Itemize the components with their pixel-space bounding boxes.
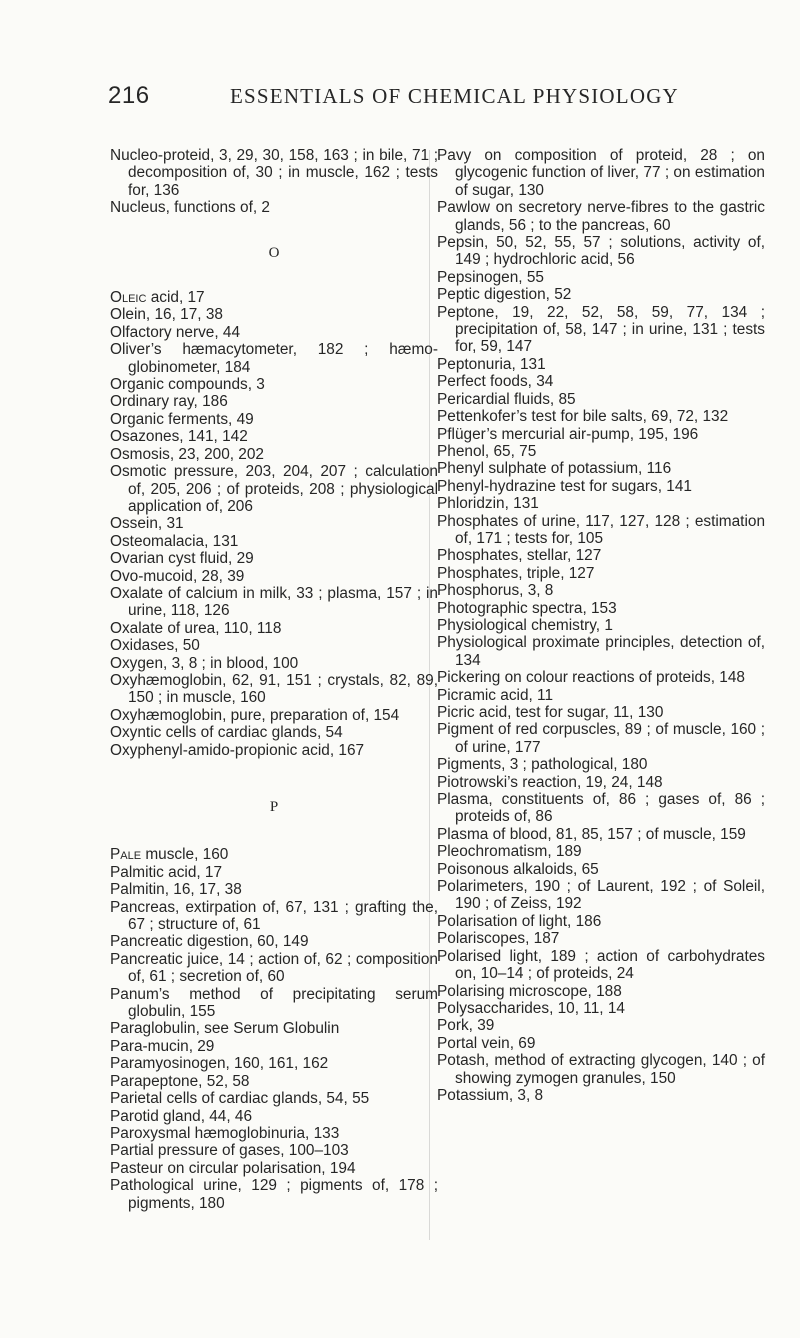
- section-letter-p: P: [269, 799, 279, 815]
- index-entry: Oleic acid, 17: [110, 289, 205, 307]
- index-entry: Phosphates of urine, 117, 127, 128 ; estimation of, 171 ; tests for, 105: [437, 512, 765, 547]
- index-entry: Pettenkofer’s test for bile salts, 69, 72, 132: [437, 408, 729, 426]
- index-entry: Pasteur on circular polarisation, 194: [110, 1159, 356, 1177]
- index-entry: Potassium, 3, 8: [437, 1086, 544, 1104]
- right-column: [437, 147, 765, 1104]
- section-letter-o: O: [268, 244, 280, 261]
- index-entry: Pancreas, extirpation of, 67, 131 ; grafting the, 67 ; structure of, 61: [110, 898, 438, 934]
- index-entry: Pathological urine, 129 ; pigments of, 178 ; pigments, 180: [110, 1177, 438, 1212]
- index-entry: Physiological proximate principles, detection of, 134: [437, 634, 765, 669]
- index-entry: Oxalate of urea, 110, 118: [110, 619, 282, 637]
- index-entry: Ordinary ray, 186: [110, 393, 228, 411]
- index-entry: Ovarian cyst fluid, 29: [110, 550, 254, 568]
- index-entry: Picric acid, test for sugar, 11, 130: [437, 704, 664, 721]
- index-entry: Paramyosinogen, 160, 161, 162: [110, 1055, 329, 1073]
- index-entry: Polarising microscope, 188: [437, 982, 622, 1000]
- index-entry: Ovo-mucoid, 28, 39: [110, 567, 245, 585]
- index-entry: Perfect foods, 34: [437, 373, 554, 391]
- left-column: [110, 147, 438, 1212]
- index-entry: Organic compounds, 3: [110, 376, 265, 394]
- index-entry: Portal vein, 69: [437, 1034, 536, 1052]
- page-number: 216: [108, 82, 150, 109]
- index-entry: Phenyl sulphate of potassium, 116: [437, 460, 672, 478]
- index-entry: Palmitic acid, 17: [110, 863, 223, 881]
- index-entry: Phosphates, stellar, 127: [437, 547, 602, 565]
- index-entry: Nucleo-proteid, 3, 29, 30, 158, 163 ; in bile, 71 ; decomposition of, 30 ; in muscle, 162 ; tests for, 136: [110, 147, 438, 199]
- index-entry: Osteomalacia, 131: [110, 532, 239, 550]
- index-entry: Pork, 39: [437, 1017, 495, 1035]
- index-entry: Phenyl-hydrazine test for sugars, 141: [437, 477, 692, 495]
- index-entry: Parotid gland, 44, 46: [110, 1107, 253, 1125]
- index-entry: Pancreatic digestion, 60, 149: [110, 933, 309, 951]
- index-entry: Polarimeters, 190 ; of Laurent, 192 ; of Soleil, 190 ; of Zeiss, 192: [437, 878, 765, 913]
- index-entry: Oxidases, 50: [110, 637, 200, 655]
- index-entry: Pawlow on secretory nerve-fibres to the gastric glands, 56 ; to the pancreas, 60: [437, 199, 765, 234]
- index-entry: Pigment of red corpuscles, 89 ; of muscle, 160 ; of urine, 177: [437, 721, 765, 756]
- index-entry: Osmotic pressure, 203, 204, 207 ; calculation of, 205, 206 ; of proteids, 208 ; physiological application of, 206: [110, 463, 438, 515]
- index-entry: Palmitin, 16, 17, 38: [110, 881, 242, 899]
- index-entry: Polariscopes, 187: [437, 930, 560, 948]
- index-entry: Pancreatic juice, 14 ; action of, 62 ; composition of, 61 ; secretion of, 60: [110, 950, 438, 986]
- index-entry: Peptonuria, 131: [437, 355, 546, 373]
- index-entry: Pigments, 3 ; pathological, 180: [437, 756, 648, 774]
- index-entry: Pickering on colour reactions of proteids, 148: [437, 669, 745, 687]
- index-entry: Partial pressure of gases, 100–103: [110, 1142, 349, 1160]
- index-entry: Panum’s method of precipitating serum globulin, 155: [110, 985, 438, 1021]
- index-entry: Pericardial fluids, 85: [437, 390, 576, 408]
- index-entry: Parietal cells of cardiac glands, 54, 55: [110, 1090, 370, 1108]
- index-entry: Paraglobulin, see Serum Globulin: [110, 1020, 340, 1038]
- index-entry: Parapeptone, 52, 58: [110, 1072, 250, 1090]
- index-entry: Osazones, 141, 142: [110, 428, 248, 446]
- index-entry: Oxygen, 3, 8 ; in blood, 100: [110, 654, 299, 672]
- index-entry: Oxyhæmoglobin, pure, preparation of, 154: [110, 706, 400, 724]
- index-entry: Paroxysmal hæmoglobinuria, 133: [110, 1124, 340, 1142]
- index-entry: Para-mucin, 29: [110, 1037, 215, 1055]
- index-entry: Plasma, constituents of, 86 ; gases of, 86 ; proteids of, 86: [437, 791, 765, 826]
- index-entry: Potash, method of extracting glycogen, 140 ; of showing zymogen granules, 150: [437, 1052, 765, 1087]
- index-entry: Poisonous alkaloids, 65: [437, 860, 599, 878]
- index-entry: Pepsin, 50, 52, 55, 57 ; solutions, activity of, 149 ; hydrochloric acid, 56: [437, 234, 765, 269]
- index-entry: Oliver’s hæmacytometer, 182 ; hæmoglobinometer, 184: [110, 341, 438, 376]
- index-entry: Pale muscle, 160: [110, 846, 229, 864]
- index-entry: Olein, 16, 17, 38: [110, 306, 223, 324]
- running-title: ESSENTIALS OF CHEMICAL PHYSIOLOGY: [230, 84, 679, 108]
- index-entry: Oxalate of calcium in milk, 33 ; plasma, 157 ; in urine, 118, 126: [110, 584, 438, 620]
- index-entry: Phloridzin, 131: [437, 495, 539, 513]
- index-entry: Polarised light, 189 ; action of carbohydrates on, 10–14 ; of proteids, 24: [437, 947, 765, 983]
- index-entry: Pavy on composition of proteid, 28 ; on glycogenic function of liver, 77 ; on estimation of sugar, 130: [437, 147, 765, 199]
- index-entry: Piotrowski’s reaction, 19, 24, 148: [437, 773, 663, 791]
- index-entry: Pflüger’s mercurial air-pump, 195, 196: [437, 425, 699, 443]
- index-entry: Ossein, 31: [110, 515, 184, 533]
- index-entry: Phosphorus, 3, 8: [437, 582, 554, 600]
- index-entry: Pleochromatism, 189: [437, 843, 582, 861]
- index-entry: Peptone, 19, 22, 52, 58, 59, 77, 134 ; precipitation of, 58, 147 ; in urine, 131 ; tests for, 59, 147: [437, 303, 765, 356]
- index-entry: Oxyphenyl-amido-propionic acid, 167: [110, 741, 365, 759]
- index-entry: Polysaccharides, 10, 11, 14: [437, 999, 625, 1017]
- page-header: [108, 82, 720, 112]
- index-entry: Physiological chemistry, 1: [437, 616, 613, 634]
- index-entry: Oxyntic cells of cardiac glands, 54: [110, 724, 343, 742]
- index-entry: Osmosis, 23, 200, 202: [110, 445, 264, 463]
- index-entry: Nucleus, functions of, 2: [110, 199, 270, 217]
- index-entry: Oxyhæmoglobin, 62, 91, 151 ; crystals, 82, 89, 150 ; in muscle, 160: [110, 671, 438, 707]
- index-entry: Plasma of blood, 81, 85, 157 ; of muscle, 159: [437, 825, 746, 843]
- index-entry: Pepsinogen, 55: [437, 268, 544, 286]
- index-entry: Phenol, 65, 75: [437, 442, 537, 460]
- index-entry: Polarisation of light, 186: [437, 912, 602, 930]
- index-entry: Peptic digestion, 52: [437, 286, 572, 304]
- index-entry: Photographic spectra, 153: [437, 599, 617, 617]
- index-entry: Olfactory nerve, 44: [110, 323, 241, 341]
- index-entry: Picramic acid, 11: [437, 686, 554, 704]
- index-entry: Organic ferments, 49: [110, 410, 254, 428]
- index-entry: Phosphates, triple, 127: [437, 564, 595, 582]
